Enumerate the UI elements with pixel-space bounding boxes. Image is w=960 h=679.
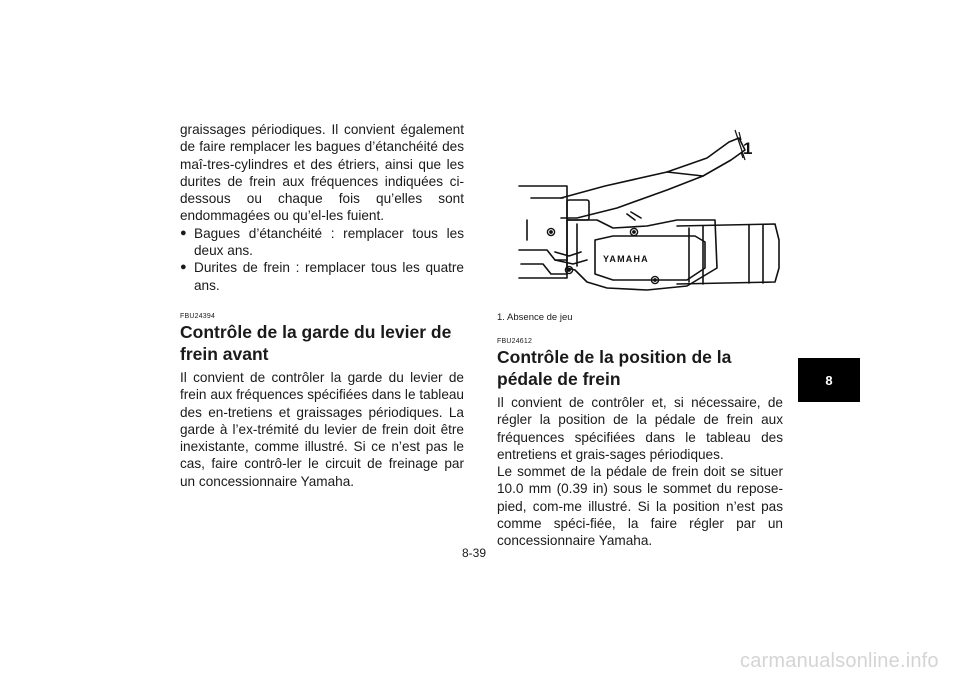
bullet-dot-icon: ● xyxy=(180,261,187,274)
callout-number: 1 xyxy=(743,139,753,158)
bullet-item xyxy=(180,225,464,260)
figure-caption: 1. Absence de jeu xyxy=(497,312,573,323)
section-heading: Contrôle de la position de la pédale de frein xyxy=(497,347,732,389)
bullet-dot-icon: ● xyxy=(180,226,187,239)
section-body: Il convient de contrôler et, si nécessaire, de régler la position de la pédale de frein aux fréquences spécifiées dans le tableau des entretiens et grais-sages périodiques. xyxy=(497,395,783,462)
intro-paragraph: graissages périodiques. Il convient également de faire remplacer les bagues d’étanchéité des maî-tres-cylindres et des étriers, ainsi que les durites de frein aux fréquences indiquées ci-dessous ou chaque fois qu’elles sont endommagées ou qu’el-les fuient. xyxy=(180,122,464,224)
page-number: 8-39 xyxy=(462,546,487,560)
watermark: carmanualsonline.info xyxy=(740,650,939,672)
section-body: Il convient de contrôler la garde du levier de frein aux fréquences spécifiées dans le tableau des en-tretiens et graissages périodiques. La garde à l’ex-trémité du levier de frein doit être inexistante, comme illustré. Si ce n’est pas le cas, faire contrô-ler le circuit de freinage par un concessionnaire Yamaha. xyxy=(180,369,464,489)
bullet-text: Durites de frein : remplacer tous les quatre ans. xyxy=(194,260,464,293)
section-code: FBU24612 xyxy=(497,338,533,345)
right-column xyxy=(497,338,783,550)
brake-lever-illustration xyxy=(517,128,787,308)
section-body: Le sommet de la pédale de frein doit se situer 10.0 mm (0.39 in) sous le sommet du repose-pied, com-me illustré. Si la position n’est pas comme spéci-fiée, la faire régler par un concessionnaire Yamaha. xyxy=(497,464,783,549)
left-column xyxy=(180,121,464,490)
section-heading: Contrôle de la garde du levier de frein avant xyxy=(180,321,452,364)
bullet-text: Bagues d’étanchéité : remplacer tous les deux ans. xyxy=(194,225,464,259)
section-code: FBU24394 xyxy=(180,312,216,320)
chapter-tab: 8 xyxy=(798,358,860,402)
bullet-item xyxy=(180,259,464,294)
brand-label: YAMAHA xyxy=(603,254,649,264)
